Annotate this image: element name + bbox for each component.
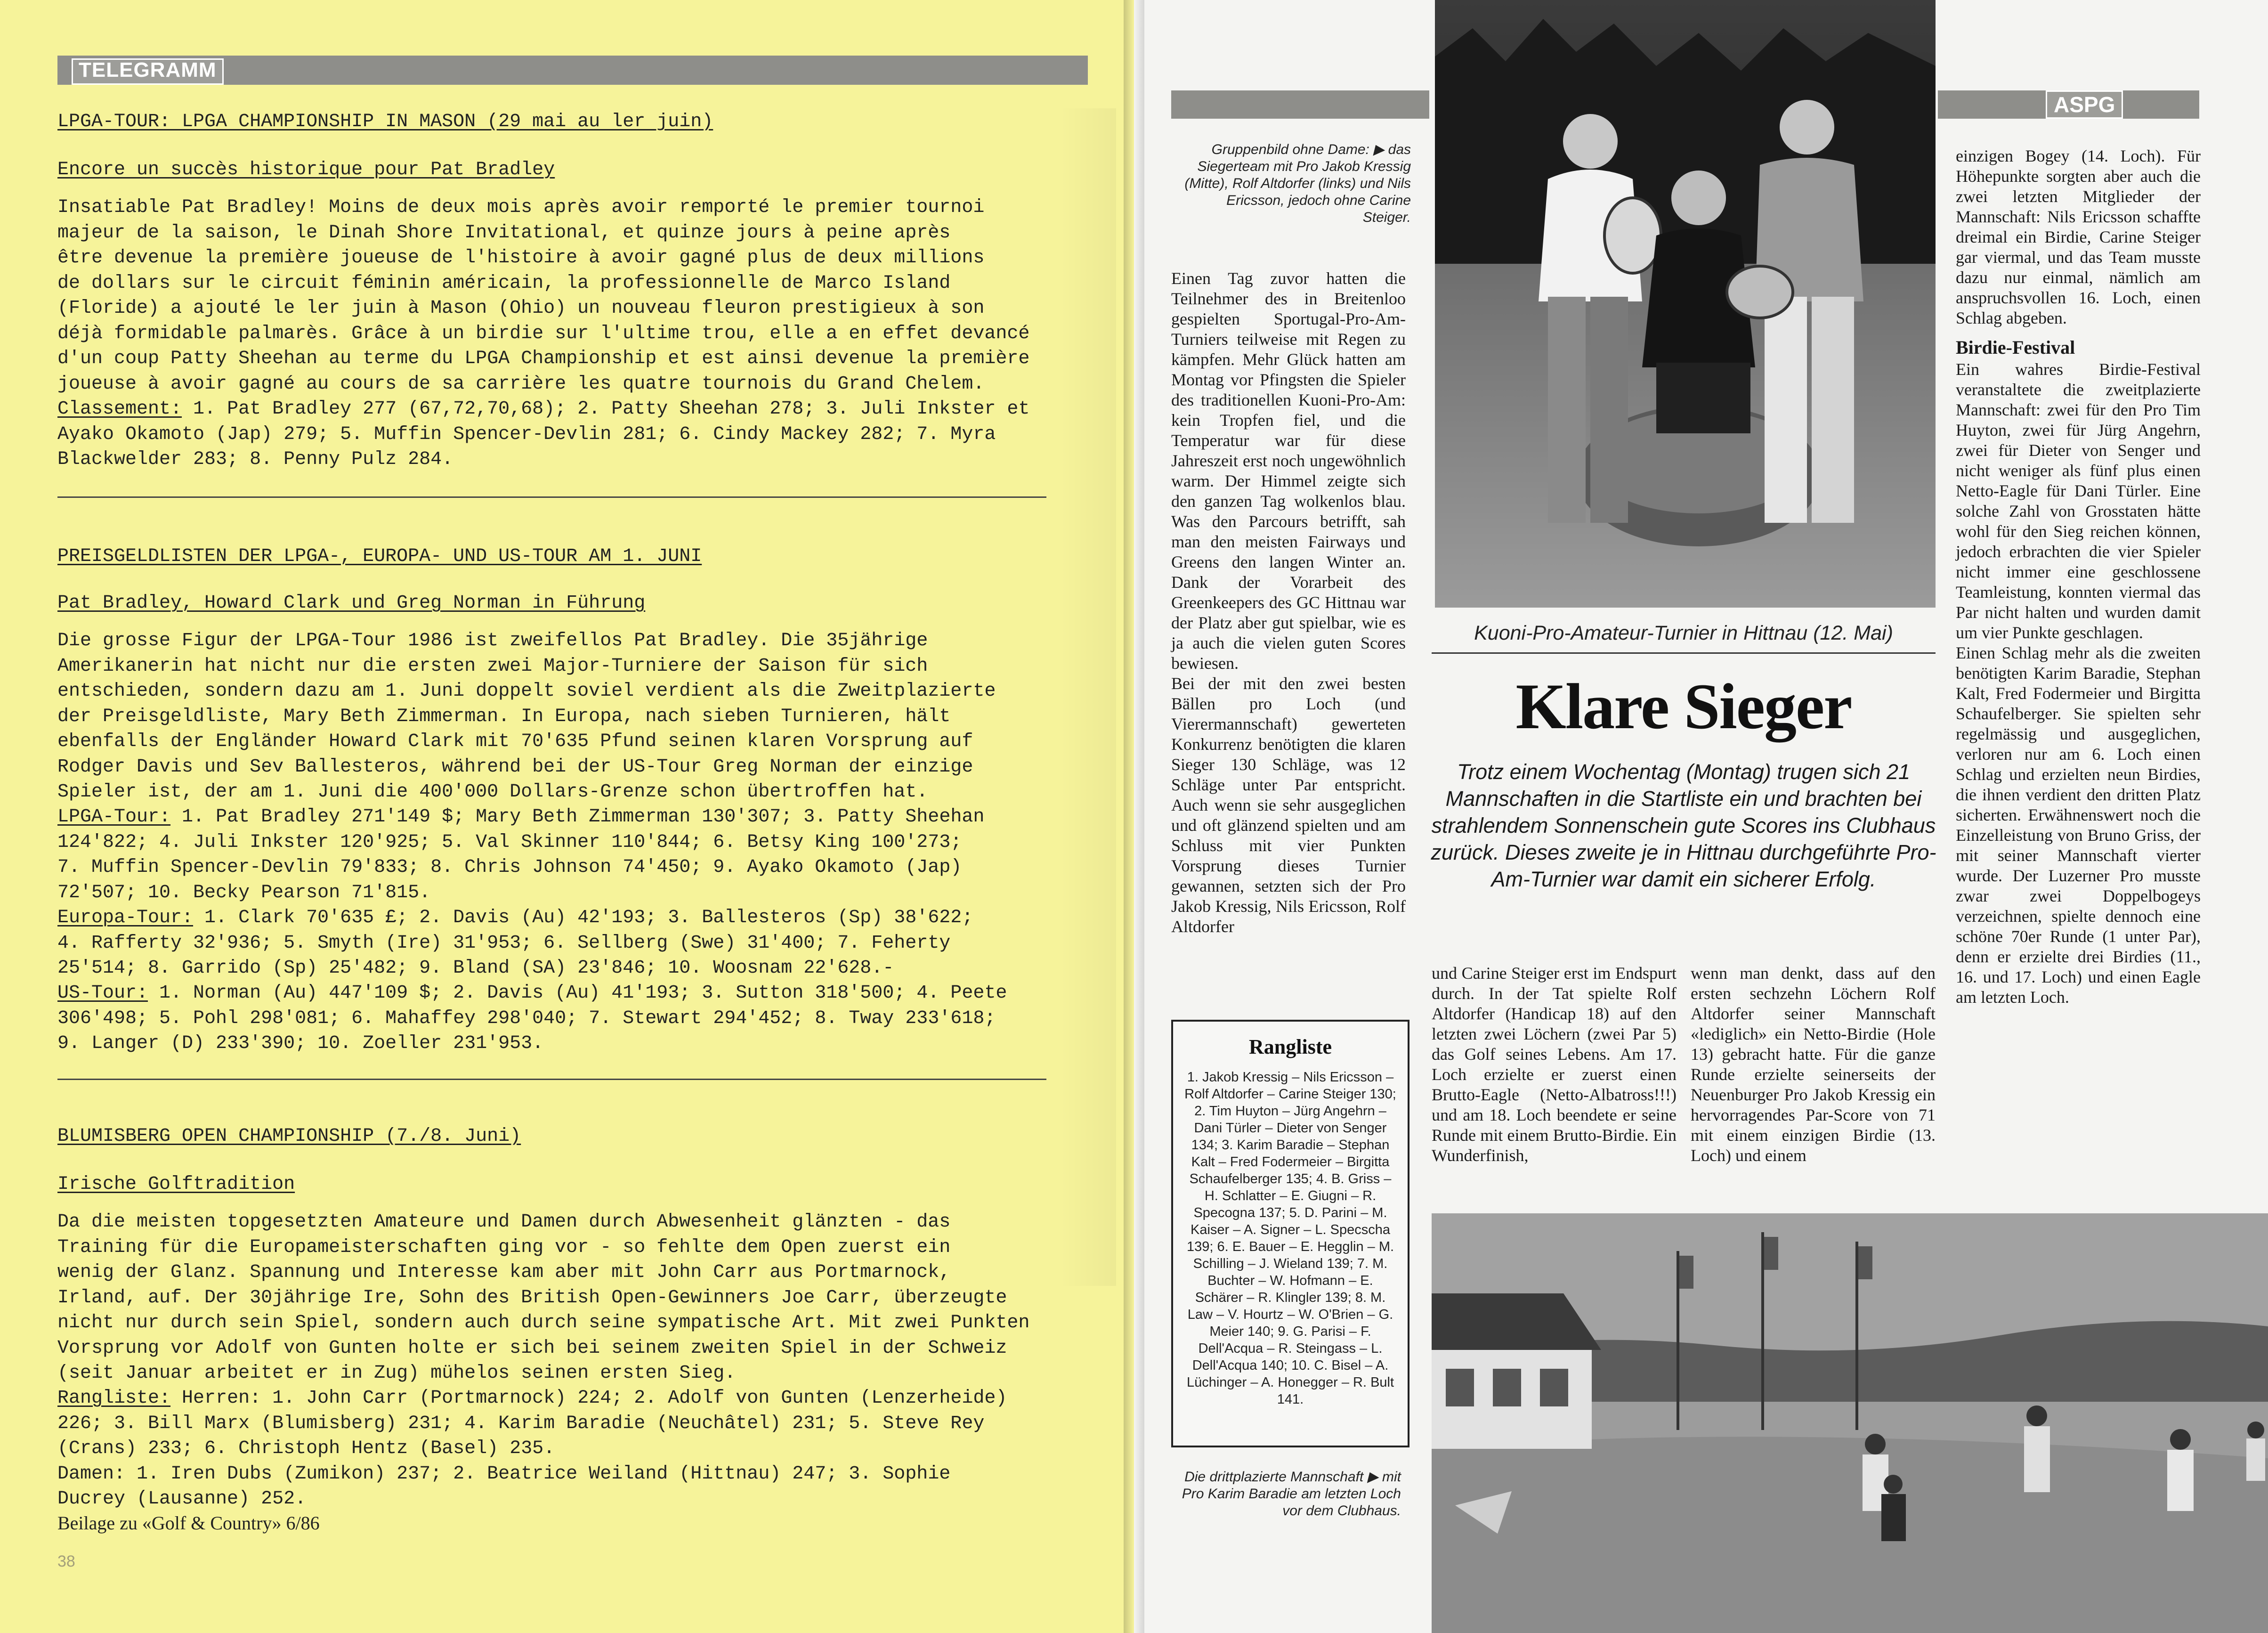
lpga-label: LPGA-Tour: — [57, 806, 171, 828]
clubhouse-photo — [1432, 1213, 2268, 1633]
article-column-1 — [1171, 268, 1406, 937]
article3-rangliste — [57, 1386, 1056, 1512]
section-label: ASPG — [2046, 90, 2123, 119]
article3-title: BLUMISBERG OPEN CHAMPIONSHIP (7./8. Juni) — [57, 1126, 521, 1147]
section-bar-left — [1171, 90, 1429, 119]
paragraph: Ein wahres Birdie-Festival veranstaltete die zweitplazierte Mannschaft: zwei für den Pro Tim Huyton, zwei für Jürg Angehrn, zwei für Dieter von Senger und nicht weniger als fünf plus einen Netto-Eagle für Dani Türler. Eine solche Zahl von Grosstaten hätte wohl für den Sieg reichen können, jedoch erbrachten die vier Spieler nicht immer eine geschlossene Teamleistung, konnten viermal das Par nicht halten und wurden damit um vier Punkte geschlagen. — [1956, 360, 2201, 642]
paragraph: einzigen Bogey (14. Loch). Für Höhepunkte sorgten aber auch die zwei letzten Mitglieder der Mannschaft: Nils Ericsson schaffte dreimal ein Birdie, Carine Steiger gar viermal, und das Team musste dazu nur einmal, nämlich am anspruchsvollen 16. Loch, einen Schlag abgeben. — [1956, 146, 2201, 327]
ranking-text: 1. Jakob Kressig – Nils Ericsson – Rolf Altdorfer – Carine Steiger 130; 2. Tim Huyton – Jürg Angehrn – Dani Türler – Dieter von Senger 134; 3. Karim Baradie – Stephan Kalt – Fred Fodermeier – Birgitta Schaufelberger 135; 4. B. Griss – H. Schlatter – E. Giugni – R. Specogna 137; 5. D. Parini – M. Kaiser – A. Signer – L. Specscha 139; 6. E. Bauer – E. Hegglin – M. Schilling – J. Wieland 139; 7. M. Buchter – W. Hofmann – E. Schärer – R. Klingler 139; 8. M. Law – V. Hourtz – W. O'Brien – G. Meier 140; 9. G. Parisi – F. Dell'Acqua – R. Steingass – L. Dell'Acqua 140; 10. C. Bisel – A. Lüchinger – A. Honegger – R. Bult 141. — [1184, 1070, 1396, 1407]
ranking-title: Rangliste — [1249, 1035, 1332, 1058]
footer-note: Beilage zu «Golf & Country» 6/86 — [57, 1512, 320, 1534]
divider — [57, 496, 1046, 498]
paragraph: wenn man denkt, dass auf den ersten sechzehn Löchern Rolf Altdorfer seiner Mannschaft «lediglich» ein Netto-Birdie (Hole 13) gebracht hatte. Für die ganze Runde erzielte seinerseits der Neuenburger Pro Jakob Kressig ein hervorragendes Par-Score von 71 mit einem einzigen Birdie (13. Loch) und einem — [1691, 964, 1936, 1165]
article2-body: Die grosse Figur der LPGA-Tour 1986 ist zweifellos Pat Bradley. Die 35jährige Amerikanerin hat nicht nur die ersten zwei Major-Turniere der Saison für sich entschieden, sondern dazu am 1. Juni doppelt soviel verdient als die Zweitplazierte der Preisgeldliste, Mary Beth Zimmerman. In Europa, nach sieben Turnieren, hält ebenfalls der Engländer Howard Clark mit 70'635 Pfund seinen klaren Vorsprung auf Rodger Davis und Sev Ballesteros, während bei der US-Tour Greg Norman der einzige Spieler ist, der am 1. Juni die 400'000 Dollars-Grenze schon übertroffen hat. — [57, 630, 996, 803]
paragraph: Bei der mit den zwei besten Bällen pro Loch (und Vierermannschaft) gewerteten Konkurrenz benötigten die klaren Sieger 130 Schläge, was 12 Schläge unter Par entspricht. Auch wenn sie sehr ausgeglichen und oft glänzend spielten und am Schluss mit vier Punkten Vorsprung dieses Turnier gewannen, setzten sich der Pro Jakob Kressig, Nils Ericsson, Rolf Altdorfer — [1171, 674, 1406, 936]
ranking-box — [1171, 1020, 1409, 1447]
article2-subtitle: Pat Bradley, Howard Clark und Greg Norman in Führung — [57, 593, 646, 614]
article1-subtitle: Encore un succès historique pour Pat Bradley — [57, 159, 555, 180]
paragraph: Einen Schlag mehr als die zweiten benötigten Karim Baradie, Stephan Kalt, Fred Fodermeier und Birgitta Schaufelberger. Sie spielten sehr regelmässig und ausgeglichen, verloren nur am 6. Loch einen Schlag und erzielten neun Birdies, die ihnen verdient den dritten Platz sicherten. Erwähnenswert noch die Einzelleistung von Bruno Griss, der mit seiner Mannschaft vierter wurde. Der Luzerner Pro musste zwar zwei Doppelbogeys verzeichnen, spielte dennoch eine schöne 70er Runde (1 unter Par), denn er erzielte drei Birdies (11., 16. und 17. Loch) und einen Eagle am letzten Loch. — [1956, 643, 2201, 1007]
europa-text: 1. Clark 70'635 £; 2. Davis (Au) 42'193; 3. Ballesteros (Sp) 38'622; 4. Rafferty 32'936; 5. Smyth (Ire) 31'953; 6. Sellberg (Swe) 31'400; 7. Feherty 25'514; 8. Garrido (Sp) 25'482; 9. Bland (SA) 23'846; 10. Woosnam 22'628.- — [57, 907, 973, 979]
lead-paragraph: Trotz einem Wochentag (Montag) trugen sich 21 Mannschaften in die Startliste ein und brachten bei strahlendem Sonnenschein gute Scores ins Clubhaus zurück. Dieses zweite je in Hittnau durchgeführte Pro-Am-Turnier war damit ein sicherer Erfolg. — [1431, 760, 1936, 891]
top-photo-caption: Gruppenbild ohne Dame: ▶ das Siegerteam mit Pro Jakob Kressig (Mitte), Rolf Altdorfer (links) und Nils Ericsson, jedoch ohne Carine Steiger. — [1184, 142, 1411, 225]
headline: Klare Sieger — [1515, 670, 1852, 742]
spine-shadow — [1124, 0, 1144, 1633]
us-label: US-Tour: — [57, 983, 148, 1004]
article2-title: PREISGELDLISTEN DER LPGA-, EUROPA- UND US-TOUR AM 1. JUNI — [57, 546, 702, 567]
article3-subtitle: Irische Golftradition — [57, 1174, 295, 1195]
page-number: 38 — [57, 1552, 75, 1570]
lpga-results — [57, 804, 1056, 905]
us-text: 1. Norman (Au) 447'109 $; 2. Davis (Au) 41'193; 3. Sutton 318'500; 4. Peete 306'498; 5. Pohl 298'081; 6. Mahaffey 298'040; 7. Stewart 294'452; 8. Tway 233'618; 9. Langer (D) 233'390; 10. Zoeller 231'953. — [57, 983, 1007, 1054]
article-column-4 — [1956, 146, 2201, 1007]
team-photo — [1435, 0, 1936, 608]
divider — [57, 1079, 1046, 1080]
subheading: Birdie-Festival — [1956, 337, 2075, 358]
bleed-through-shadow — [1060, 108, 1116, 1286]
paragraph: und Carine Steiger erst im Endspurt durch. In der Tat spielte Rolf Altdorfer (Handicap 18) auf den letzten zwei Löchern (zwei Par 5) das Golf seines Lebens. Am 17. Loch erzielte er zuerst einen Brutto-Eagle (Netto-Albatross!!!) und am 18. Loch beendete er seine Runde mit einem Brutto-Birdie. Ein Wunderfinish, — [1432, 964, 1677, 1165]
bottom-photo-caption: Die drittplazierte Mannschaft ▶ mit Pro Karim Baradie am letzten Loch vor dem Clubhaus. — [1182, 1469, 1401, 1519]
kicker-rule — [1432, 652, 1936, 654]
rangliste-text: Herren: 1. John Carr (Portmarnock) 224; 2. Adolf von Gunten (Lenzerheide) 226; 3. Bill Marx (Blumisberg) 231; 4. Karim Baradie (Neuchâtel) 231; 5. Steve Rey (Crans) 233; 6. Christoph Hentz (Basel) 235. Damen: 1. Iren Dubs (Zumikon) 237; 2. Beatrice Weiland (Hittnau) 247; 3. Sophie Ducrey (Lausanne) 252. — [57, 1388, 1007, 1510]
rangliste-label: Rangliste: — [57, 1388, 171, 1409]
article1-body: Insatiable Pat Bradley! Moins de deux mois après avoir remporté le premier tournoi majeur de la saison, le Dinah Shore Invitational, et quinze jours à peine après être devenue la première joueuse de l'histoire à avoir gagné plus de deux millions de dollars sur le circuit féminin américain, la professionnelle de Marco Island (Floride) a ajouté le ler juin à Mason (Ohio) un nouveau fleuron prestigieux à son déjà formidable palmarès. Grâce à un birdie sur l'ultime trou, elle a en effet devancé d'un coup Patty Sheehan au terme du LPGA Championship et est ainsi devenue la première joueuse à avoir gagné au cours de sa carrière les quatre tournois du Grand Chelem. — [57, 197, 1030, 395]
article1-results — [57, 397, 1056, 472]
europa-label: Europa-Tour: — [57, 907, 194, 928]
europa-results — [57, 905, 1056, 981]
paragraph: Einen Tag zuvor hatten die Teilnehmer des in Breitenloo gespielten Sportugal-Pro-Am-Turniers teilweise mit Regen zu kämpfen. Mehr Glück hatten am Montag vor Pfingsten die Spieler des traditionellen Kuoni-Pro-Am: kein Tropfen fiel, und die Temperatur war für diese Jahreszeit erst noch ungewöhnlich warm. Der Himmel zeigte sich den ganzen Tag wolkenlos blau. Was den Parcours betrifft, sah man den meisten Fairways und Greens den langen Winter an. Dank der Vorarbeit des Greenkeepers des GC Hittnau war der Platz aber gut spielbar, wie es ja auch die vielen guten Scores bewiesen. — [1171, 269, 1406, 673]
kicker: Kuoni-Pro-Amateur-Turnier in Hittnau (12. Mai) — [1474, 622, 1893, 644]
lpga-text: 1. Pat Bradley 271'149 $; Mary Beth Zimmerman 130'307; 3. Patty Sheehan 124'822; 4. Juli Inkster 120'925; 5. Val Skinner 110'844; 6. Betsy King 100'273; 7. Muffin Spencer-Devlin 79'833; 8. Chris Johnson 74'450; 9. Ayako Okamoto (Jap) 72'507; 10. Becky Pearson 71'815. — [57, 806, 985, 903]
article-column-2 — [1432, 963, 1677, 1166]
section-label: TELEGRAMM — [72, 58, 224, 85]
results-label: Classement: — [57, 398, 182, 420]
results-text: 1. Pat Bradley 277 (67,72,70,68); 2. Patty Sheehan 278; 3. Juli Inkster et Ayako Okamoto (Jap) 279; 5. Muffin Spencer-Devlin 281; 6. Cindy Mackey 282; 7. Myra Blackwelder 283; 8. Penny Pulz 284. — [57, 398, 1030, 470]
article-column-3 — [1691, 963, 1936, 1166]
article1-title: LPGA-TOUR: LPGA CHAMPIONSHIP IN MASON (29 mai au ler juin) — [57, 111, 713, 132]
article3-body: Da die meisten topgesetzten Amateure und Damen durch Abwesenheit glänzten - das Training für die Europameisterschaften ging vor - so fehlte dem Open zuerst ein wenig der Glanz. Spannung und Interesse kam aber mit John Carr aus Portmarnock, Irland, auf. Der 30jährige Ire, Sohn des British Open-Gewinners Joe Carr, überzeugte nicht nur durch sein Spiel, sondern auch durch seine sympatische Art. Mit zwei Punkten Vorsprung vor Adolf von Gunten holte er sich bei seinem zweiten Spiel in der Schweiz (seit Januar arbeitet er in Zug) mühelos seinen ersten Sieg. — [57, 1211, 1030, 1384]
us-results — [57, 981, 1056, 1056]
